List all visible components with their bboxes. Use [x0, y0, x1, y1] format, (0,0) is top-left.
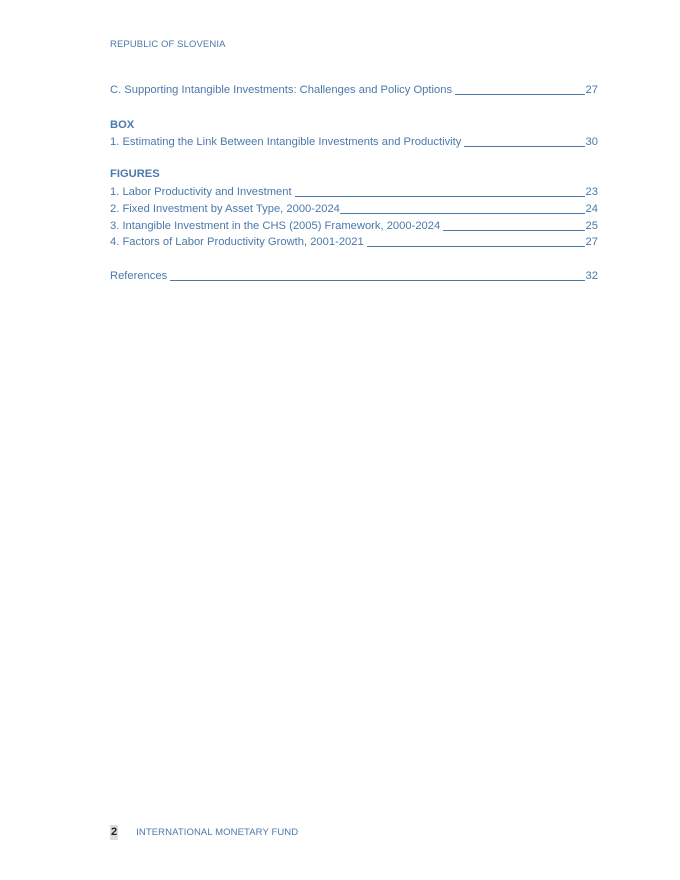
- toc-entry-box-1[interactable]: [110, 134, 598, 149]
- toc-leader-line: [464, 145, 584, 147]
- toc-entry-page: 25: [585, 220, 598, 232]
- toc-entry-title: 3. Intangible Investment in the CHS (2005) Framework, 2000-2024: [110, 220, 441, 232]
- page-number: 2: [111, 826, 118, 838]
- toc-entry-title: 1. Estimating the Link Between Intangible Investments and Productivity: [110, 136, 462, 148]
- toc-entry-figure-2[interactable]: [110, 201, 598, 216]
- toc-entry-figure-4[interactable]: [110, 234, 598, 249]
- toc-leader-line: [170, 279, 584, 281]
- toc-leader-line: [443, 229, 584, 231]
- toc-entry-page: 27: [585, 84, 598, 96]
- page-footer: [110, 825, 298, 840]
- running-header: REPUBLIC OF SLOVENIA: [110, 39, 226, 50]
- toc-leader-line: [295, 195, 585, 197]
- toc-entry-page: 32: [585, 270, 598, 282]
- toc-entry-page: 27: [585, 236, 598, 248]
- figures-heading: FIGURES: [110, 168, 160, 180]
- toc-entry-title: C. Supporting Intangible Investments: Challenges and Policy Options: [110, 84, 453, 96]
- toc-entry-page: 30: [585, 136, 598, 148]
- toc-entry-title: References: [110, 270, 168, 282]
- toc-entry-references[interactable]: [110, 268, 598, 283]
- footer-organization: INTERNATIONAL MONETARY FUND: [136, 827, 299, 838]
- toc-entry-figure-3[interactable]: [110, 218, 598, 233]
- toc-leader-line: [367, 245, 585, 247]
- box-heading: BOX: [110, 119, 135, 131]
- toc-leader-line: [455, 93, 585, 95]
- toc-entry-page: 24: [585, 203, 598, 215]
- toc-leader-line: [340, 212, 585, 214]
- toc-entry-title: 4. Factors of Labor Productivity Growth, 2001-2021: [110, 236, 364, 248]
- toc-entry-title: 1. Labor Productivity and Investment: [110, 186, 292, 198]
- toc-entry-page: 23: [585, 186, 598, 198]
- toc-entry-section-c[interactable]: [110, 82, 598, 97]
- toc-entry-title: 2. Fixed Investment by Asset Type, 2000-2024: [110, 203, 340, 215]
- toc-entry-figure-1[interactable]: [110, 184, 598, 199]
